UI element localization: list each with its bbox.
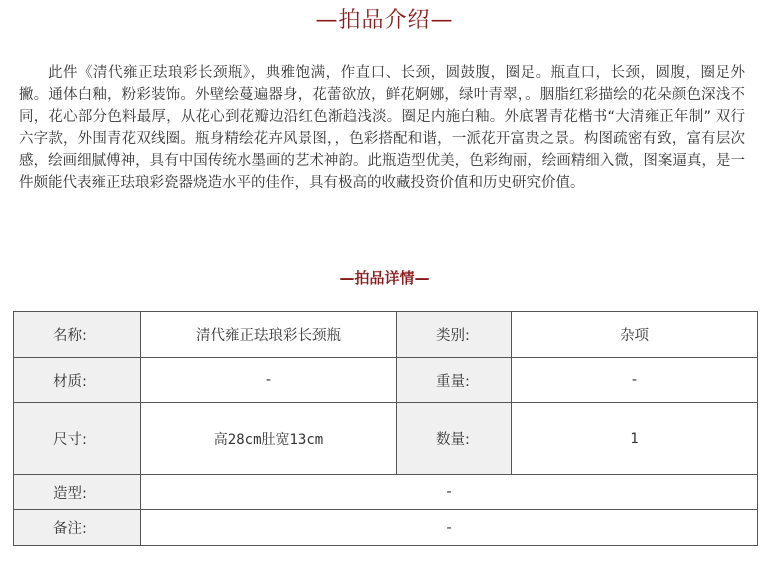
- size-value: 高28cm肚宽13cm: [141, 403, 397, 475]
- intro-title: —拍品介绍—: [315, 8, 454, 33]
- details-title: —拍品详情—: [339, 269, 430, 287]
- material-value: -: [141, 358, 397, 403]
- intro-description: 此件《清代雍正珐琅彩长颈瓶》，典雅饱满，作直口、长颈，圆鼓腹，圈足。瓶直口，长颈，圆腹，圈足外撇。通体白釉，粉彩装饰。外壁绘蔓遍器身，花蕾欲放，鲜花婀娜，绿叶青翠，。胭脂红彩描绘的花朵颜色深浅不同，花心部分色料最厚，从花心到花瓣边沿红色渐趋浅淡。圈足内施白釉。外底署青花楷书“大清雍正年制” 双行六字款，外围青花双线圈。瓶身精绘花卉风景图，，色彩搭配和谐，一派花开富贵之景。构图疏密有致，富有层次感，绘画细腻傅神，具有中国传统水墨画的艺术神韵。此瓶造型优美，色彩绚丽，绘画精细入微，图案逼真，是一件颇能代表雍正珐琅彩瓷器烧造水平的佳作，具有极高的收藏投资价值和历史研究价值。: [19, 65, 745, 191]
- weight-label: 重量:: [397, 358, 512, 403]
- table-row: [14, 358, 758, 403]
- table-row: [14, 475, 758, 510]
- quantity-label: 数量:: [397, 403, 512, 475]
- quantity-value: 1: [512, 403, 758, 475]
- notes-value: -: [141, 510, 758, 546]
- name-value: 清代雍正珐琅彩长颈瓶: [141, 312, 397, 358]
- table-row: [14, 312, 758, 358]
- table-row: [14, 403, 758, 475]
- table-row: [14, 510, 758, 546]
- shape-label: 造型:: [14, 475, 141, 510]
- category-value: 杂项: [512, 312, 758, 358]
- category-label: 类别:: [397, 312, 512, 358]
- size-label: 尺寸:: [14, 403, 141, 475]
- name-label: 名称:: [14, 312, 141, 358]
- details-table: [13, 311, 758, 546]
- notes-label: 备注:: [14, 510, 141, 546]
- material-label: 材质:: [14, 358, 141, 403]
- weight-value: -: [512, 358, 758, 403]
- shape-value: -: [141, 475, 758, 510]
